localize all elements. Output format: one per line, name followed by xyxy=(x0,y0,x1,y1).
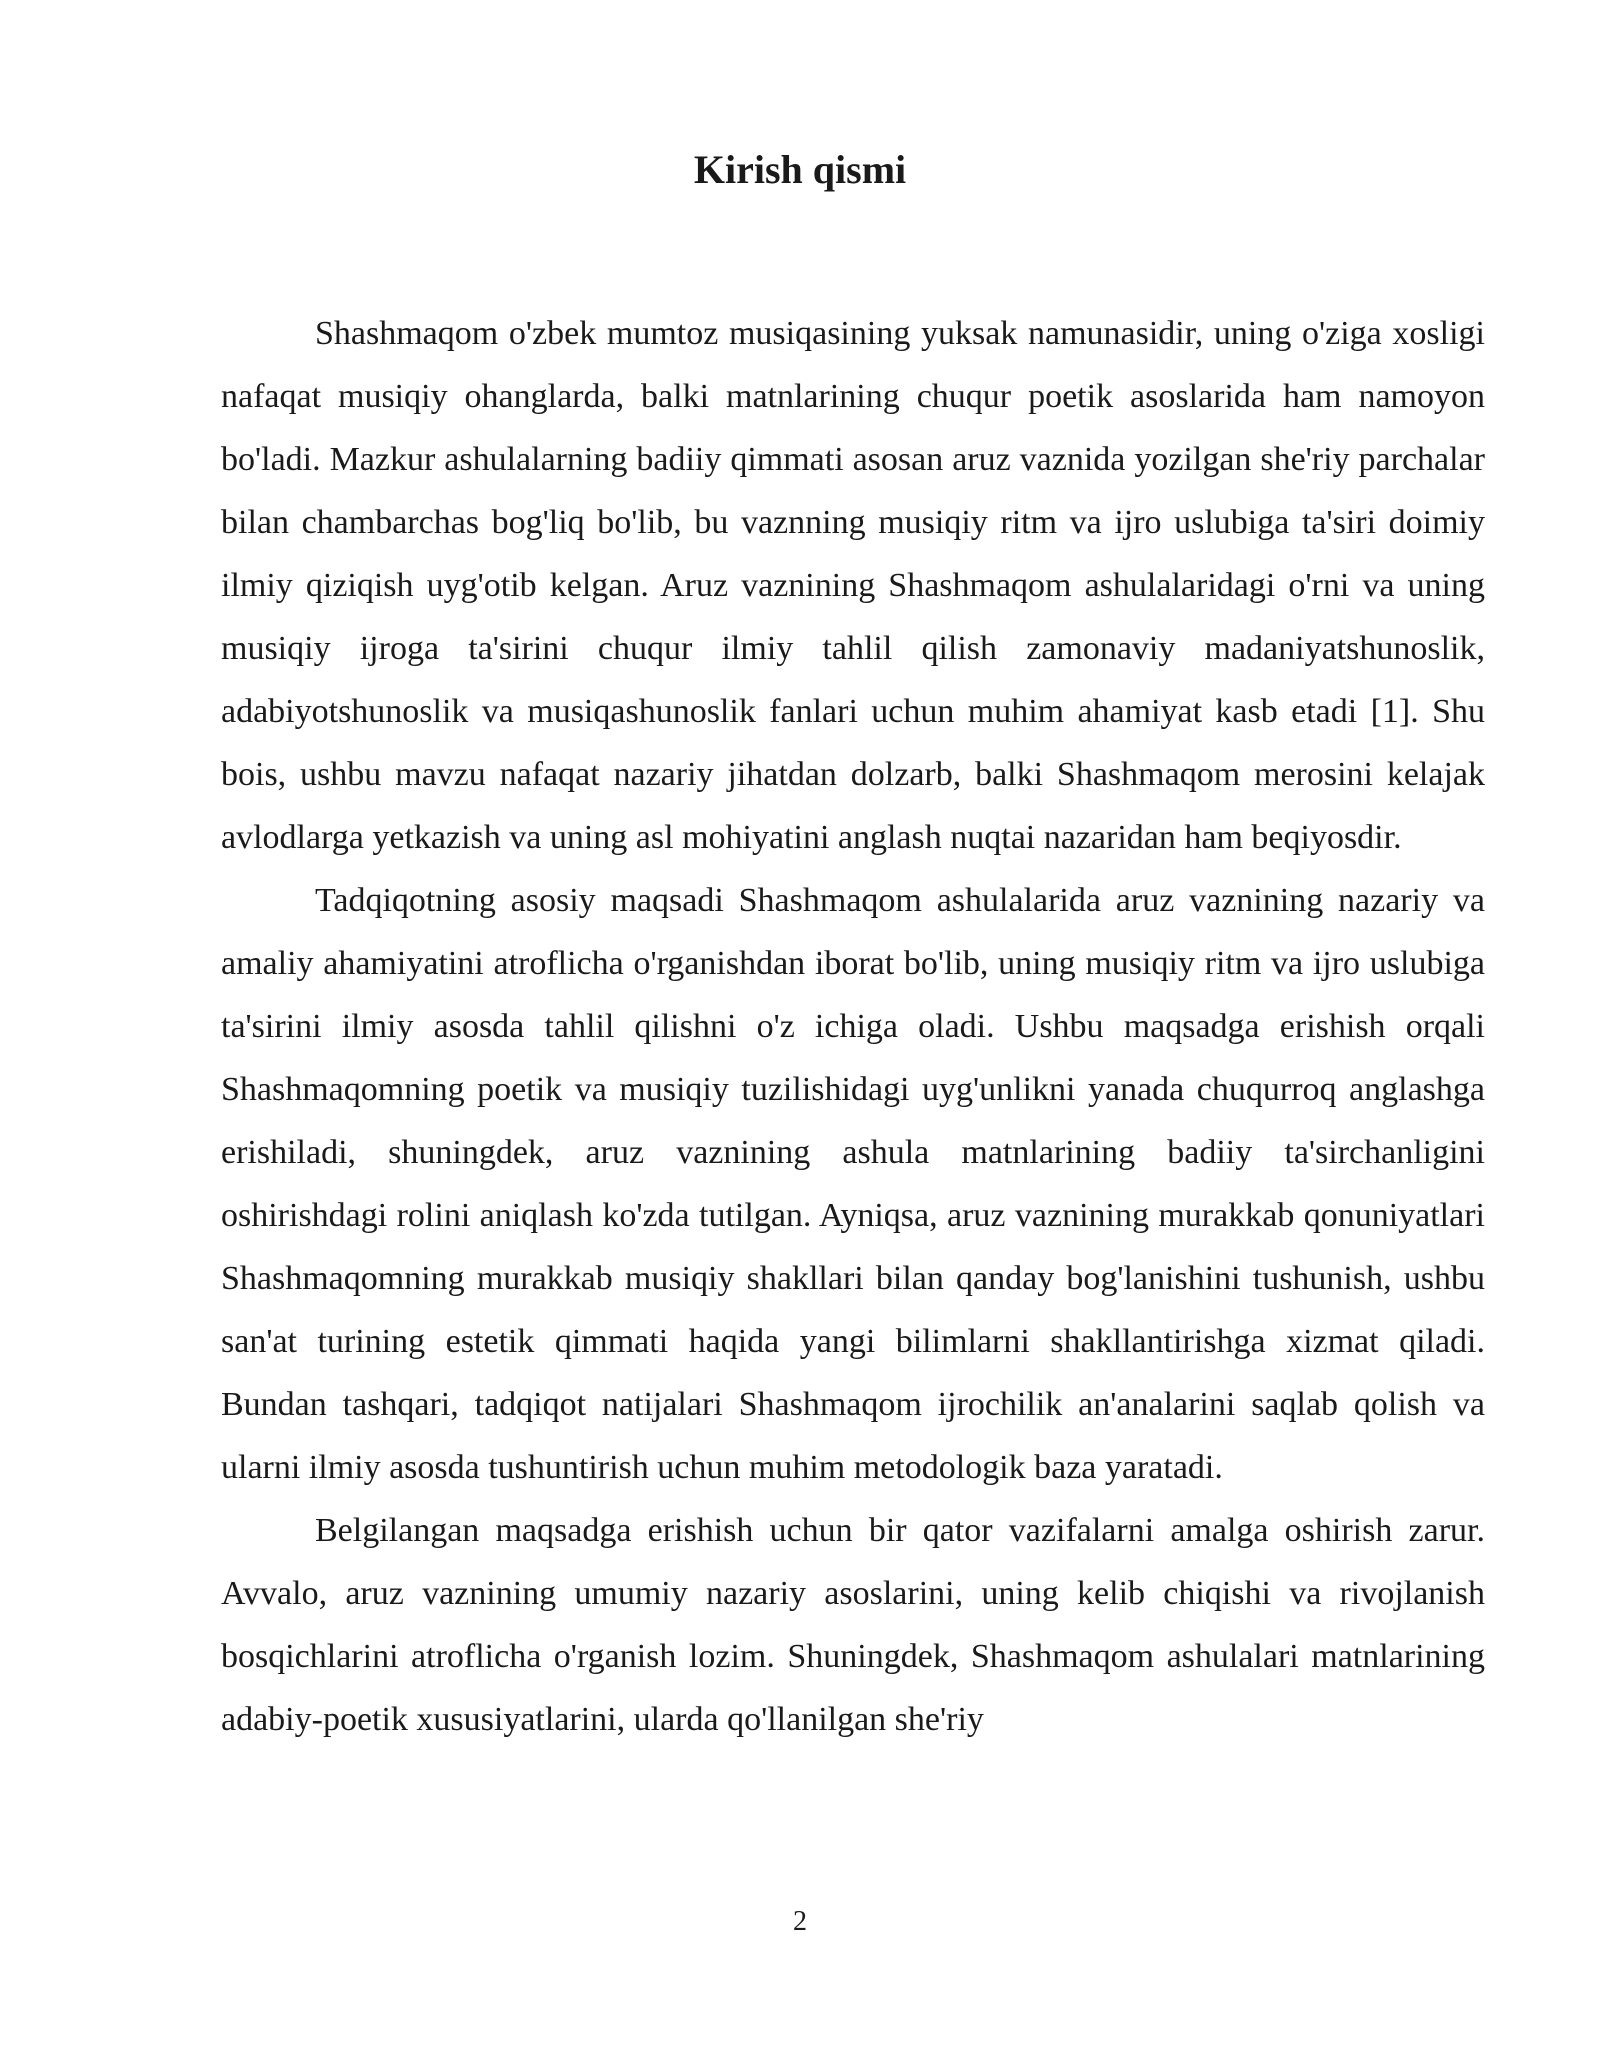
paragraph-2: Tadqiqotning asosiy maqsadi Shashmaqom ashulalarida aruz vaznining nazariy va amaliy ahamiyatini atroflicha o'rganishdan iborat bo'lib, uning musiqiy ritm va ijro uslubiga ta'sirini ilmiy asosda tahlil qilishni o'z ichiga oladi. Ushbu maqsadga erishish orqali Shashmaqomning poetik va musiqiy tuzilishidagi uyg'unlikni yanada chuqurroq anglashga erishiladi, shuningdek, aruz vaznining ashula matnlarining badiiy ta'sirchanligini oshirishdagi rolini aniqlash ko'zda tutilgan. Ayniqsa, aruz vaznining murakkab qonuniyatlari Shashmaqomning murakkab musiqiy shakllari bilan qanday bog'lanishini tushunish, ushbu san'at turining estetik qimmati haqida yangi bilimlarni shakllantirishga xizmat qiladi. Bundan tashqari, tadqiqot natijalari Shashmaqom ijrochilik an'analarini saqlab qolish va ularni ilmiy asosda tushuntirish uchun muhim metodologik baza yaratadi. xyxy=(221,882,1485,1486)
body-text xyxy=(221,302,1485,1751)
paragraph-1: Shashmaqom o'zbek mumtoz musiqasining yuksak namunasidir, uning o'ziga xosligi nafaqat musiqiy ohanglarda, balki matnlarining chuqur poetik asoslarida ham namoyon bo'ladi. Mazkur ashulalarning badiiy qimmati asosan aruz vaznida yozilgan she'riy parchalar bilan chambarchas bog'liq bo'lib, bu vaznning musiqiy ritm va ijro uslubiga ta'siri doimiy ilmiy qiziqish uyg'otib kelgan. Aruz vaznining Shashmaqom ashulalaridagi o'rni va uning musiqiy ijroga ta'sirini chuqur ilmiy tahlil qilish zamonaviy madaniyatshunoslik, adabiyotshunoslik va musiqashunoslik fanlari uchun muhim ahamiyat kasb etadi [1]. Shu bois, ushbu mavzu nafaqat nazariy jihatdan dolzarb, balki Shashmaqom merosini kelajak avlodlarga yetkazish va uning asl mohiyatini anglash nuqtai nazaridan ham beqiyosdir. xyxy=(221,315,1485,856)
page-title: Kirish qismi xyxy=(693,147,907,192)
page-number: 2 xyxy=(793,1906,807,1937)
paragraph-3: Belgilangan maqsadga erishish uchun bir qator vazifalarni amalga oshirish zarur. Avvalo, aruz vaznining umumiy nazariy asoslarini, uning kelib chiqishi va rivojlanish bosqichlarini atroflicha o'rganish lozim. Shuningdek, Shashmaqom ashulalari matnlarining adabiy-poetik xususiyatlarini, ularda qo'llanilgan she'riy xyxy=(221,1512,1485,1738)
